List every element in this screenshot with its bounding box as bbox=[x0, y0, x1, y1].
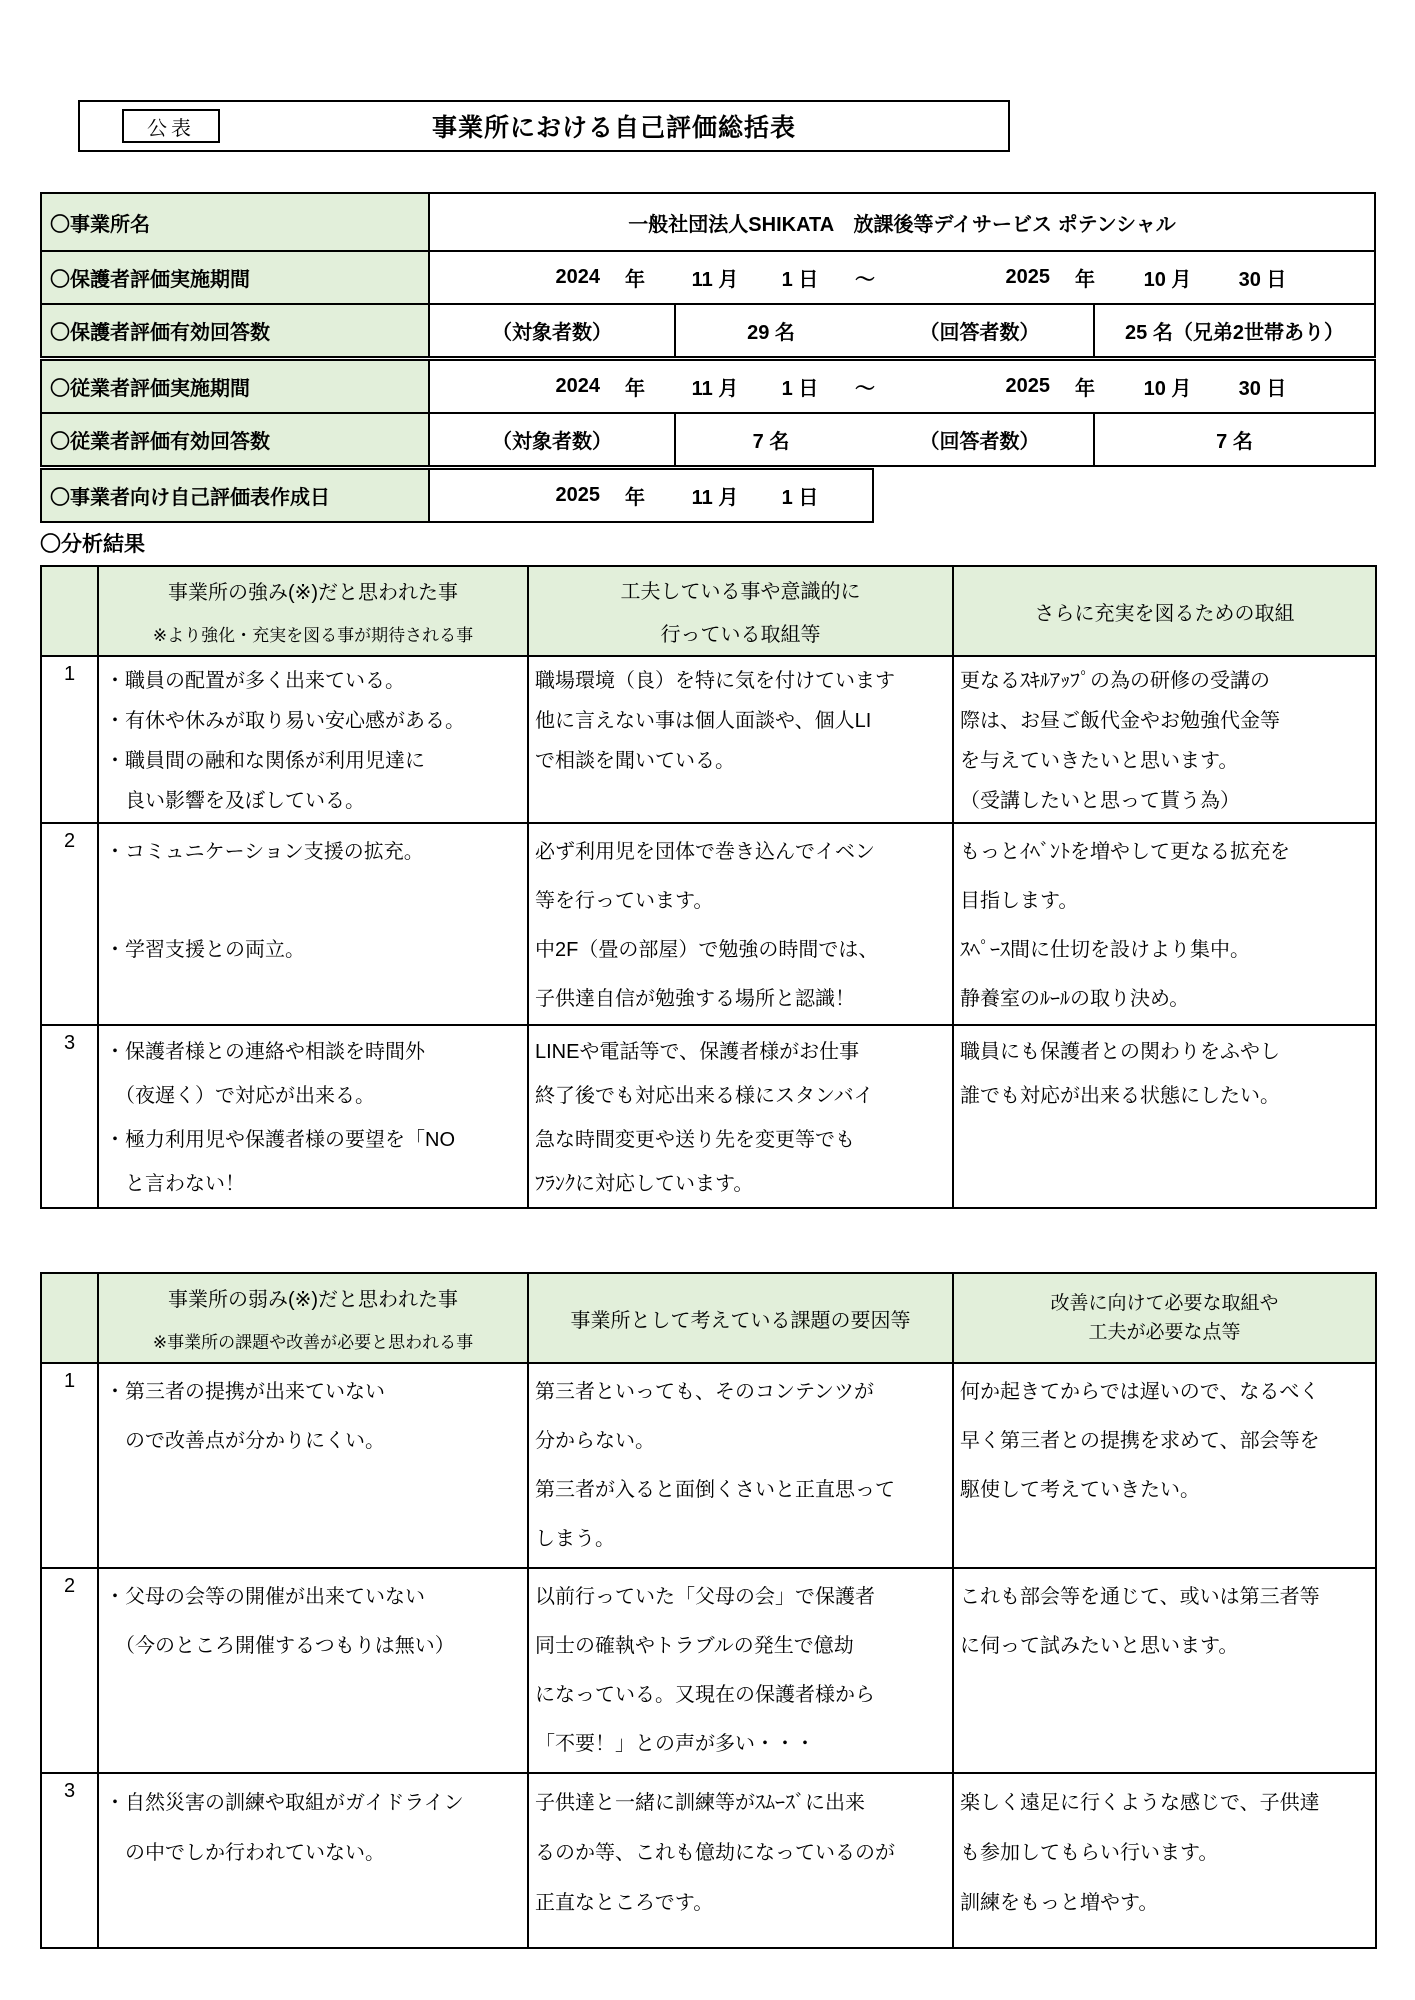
header-note: ※事業所の課題や改善が必要と思われる事 bbox=[152, 1333, 474, 1352]
info-label: 〇事業所名 bbox=[42, 194, 430, 250]
header-line: 行っている取組等 bbox=[660, 624, 821, 646]
weaknesses-r3-cause bbox=[528, 1773, 953, 1948]
info-row-guardian-responses bbox=[40, 303, 1376, 358]
weaknesses-header-col2 bbox=[98, 1273, 528, 1363]
info-row-guardian-period bbox=[40, 250, 1376, 305]
weaknesses-table bbox=[40, 1272, 1377, 1949]
strengths-r3-initiative bbox=[528, 1025, 953, 1208]
target-count-cell bbox=[676, 414, 1095, 465]
weaknesses-r1-cause bbox=[528, 1363, 953, 1568]
text-line: 子供達自信が勉強する場所と認識！ bbox=[535, 988, 855, 1010]
text-line: 良い影響を及ぼしている。 bbox=[105, 790, 365, 812]
text-line: 正直なところです。 bbox=[535, 1892, 714, 1914]
text-line: 必ず利用児を団体で巻き込んでイベン bbox=[535, 841, 875, 863]
strengths-r3-strength bbox=[98, 1025, 528, 1208]
text-line: ので改善点が分かりにくい。 bbox=[105, 1430, 385, 1452]
text-line: を与えていきたいと思います。 bbox=[960, 750, 1239, 772]
weaknesses-row-3 bbox=[41, 1773, 1376, 1948]
header-line: さらに充実を図るための取組 bbox=[1034, 602, 1295, 625]
respondent-count-label: （回答者数） bbox=[919, 431, 1040, 453]
row-number: 3 bbox=[41, 1025, 98, 1208]
text-line bbox=[105, 877, 525, 926]
publish-badge bbox=[122, 109, 220, 143]
weaknesses-row-2 bbox=[41, 1568, 1376, 1773]
text-line: （夜遅く）で対応が出来る。 bbox=[105, 1085, 375, 1107]
info-label: 〇保護者評価実施期間 bbox=[42, 252, 430, 303]
date-part: 2025 bbox=[1005, 266, 1050, 288]
date-part: 年 bbox=[1075, 269, 1095, 291]
weaknesses-r3-action bbox=[953, 1773, 1376, 1948]
strengths-r2-improvement bbox=[953, 823, 1376, 1025]
date-part: 2024 bbox=[555, 375, 600, 397]
text-line: 同士の確執やトラブルの発生で億劫 bbox=[535, 1635, 854, 1657]
date-part: 年 bbox=[1075, 378, 1095, 400]
strengths-r2-initiative bbox=[528, 823, 953, 1025]
info-row-staff-period bbox=[40, 359, 1376, 414]
header-note: ※より強化・充実を図る事が期待される事 bbox=[152, 626, 474, 645]
text-line: で相談を聞いている。 bbox=[535, 750, 735, 772]
info-label: 〇事業者向け自己評価表作成日 bbox=[42, 470, 430, 521]
header-line: 事業所の強み(※)だと思われた事 bbox=[167, 582, 459, 604]
text-line: （今のところ開催するつもりは無い） bbox=[105, 1635, 455, 1657]
publish-label: 公表 bbox=[147, 117, 195, 140]
info-table bbox=[40, 192, 1376, 523]
strengths-r2-strength bbox=[98, 823, 528, 1025]
text-line: ・自然災害の訓練や取組がガイドライン bbox=[105, 1792, 464, 1814]
target-count-label: （対象者数） bbox=[430, 305, 676, 356]
row-number: 1 bbox=[41, 1363, 98, 1568]
text-line: ・職員の配置が多く出来ている。 bbox=[105, 670, 405, 692]
row-number: 2 bbox=[41, 1568, 98, 1773]
text-line: 更なるｽｷﾙｱｯﾌﾟの為の研修の受講の bbox=[960, 670, 1270, 692]
text-line: 駆使して考えていきたい。 bbox=[960, 1479, 1200, 1501]
text-line: もっとｲﾍﾞﾝﾄを増やして更なる拡充を bbox=[960, 841, 1290, 863]
weaknesses-r2-action bbox=[953, 1568, 1376, 1773]
weaknesses-r3-weakness bbox=[98, 1773, 528, 1948]
info-label: 〇従業者評価有効回答数 bbox=[42, 414, 430, 465]
date-part: 2025 bbox=[555, 484, 600, 506]
date-part: 年 bbox=[625, 378, 645, 400]
text-line: と言わない！ bbox=[105, 1173, 245, 1195]
info-row-staff-responses bbox=[40, 412, 1376, 467]
staff-period-value bbox=[430, 361, 1374, 412]
text-line: 際は、お昼ご飯代金やお勉強代金等 bbox=[960, 710, 1280, 732]
text-line: 訓練をもっと増やす。 bbox=[960, 1892, 1159, 1914]
text-line: 誰でも対応が出来る状態にしたい。 bbox=[960, 1085, 1280, 1107]
text-line: （受講したいと思って貰う為） bbox=[960, 790, 1240, 812]
date-part: 1 日 bbox=[781, 487, 819, 509]
strengths-r1-strength bbox=[98, 656, 528, 823]
info-row-office-name bbox=[40, 192, 1376, 252]
strengths-row-3 bbox=[41, 1025, 1376, 1208]
respondent-count-label: （回答者数） bbox=[919, 322, 1040, 344]
weaknesses-header-empty bbox=[41, 1273, 98, 1363]
header-line: 事業所として考えている課題の要因等 bbox=[570, 1309, 911, 1332]
date-part: ～ bbox=[855, 378, 875, 400]
text-line: これも部会等を通じて、或いは第三者等 bbox=[960, 1586, 1320, 1608]
text-line: ｽﾍﾟｰｽ間に仕切を設けより集中。 bbox=[960, 939, 1250, 961]
text-line: ・父母の会等の開催が出来ていない bbox=[105, 1586, 425, 1608]
selfeval-date-value bbox=[430, 470, 872, 521]
info-row-selfeval-date bbox=[40, 468, 874, 523]
text-line: 等を行っています。 bbox=[535, 890, 714, 912]
text-line: 急な時間変更や送り先を変更等でも bbox=[535, 1129, 855, 1151]
date-part: 年 bbox=[625, 269, 645, 291]
text-line: 早く第三者との提携を求めて、部会等を bbox=[960, 1430, 1320, 1452]
text-line: 静養室のﾙｰﾙの取り決め。 bbox=[960, 988, 1190, 1010]
date-part: ～ bbox=[855, 269, 875, 291]
text-line: ﾌﾗﾝｸに対応しています。 bbox=[535, 1173, 754, 1195]
text-line: 他に言えない事は個人面談や、個人LI bbox=[535, 710, 872, 732]
weaknesses-r2-cause bbox=[528, 1568, 953, 1773]
date-part: 2024 bbox=[555, 266, 600, 288]
text-line: 第三者が入ると面倒くさいと正直思って bbox=[535, 1479, 895, 1501]
weaknesses-r2-weakness bbox=[98, 1568, 528, 1773]
text-line: しまう。 bbox=[535, 1528, 615, 1550]
strengths-r3-improvement bbox=[953, 1025, 1376, 1208]
header-line: 工夫している事や意識的に bbox=[620, 581, 861, 603]
text-line: 分からない。 bbox=[535, 1430, 655, 1452]
text-line: 子供達と一緒に訓練等がｽﾑｰｽﾞに出来 bbox=[535, 1792, 865, 1814]
strengths-row-2 bbox=[41, 823, 1376, 1025]
text-line: 「不要！」との声が多い・・・ bbox=[535, 1733, 815, 1755]
strengths-r1-improvement bbox=[953, 656, 1376, 823]
text-line: 目指します。 bbox=[960, 890, 1079, 912]
text-line: 終了後でも対応出来る様にスタンバイ bbox=[535, 1085, 874, 1107]
text-line: に伺って試みたいと思います。 bbox=[960, 1635, 1239, 1657]
header-line: 工夫が必要な点等 bbox=[1088, 1322, 1241, 1343]
info-label: 〇保護者評価有効回答数 bbox=[42, 305, 430, 356]
analysis-heading: 〇分析結果 bbox=[40, 533, 145, 556]
header-line: 改善に向けて必要な取組や bbox=[1050, 1293, 1279, 1314]
weaknesses-r1-weakness bbox=[98, 1363, 528, 1568]
date-part: 11 月 bbox=[691, 487, 739, 509]
date-part: 11 月 bbox=[691, 269, 739, 291]
office-name-value: 一般社団法人SHIKATA 放課後等デイサービス ポテンシャル bbox=[628, 213, 1176, 236]
date-part: 2025 bbox=[1005, 375, 1050, 397]
text-line: 職員にも保護者との関わりをふやし bbox=[960, 1041, 1280, 1063]
text-line: 何か起きてからでは遅いので、なるべく bbox=[960, 1381, 1320, 1403]
target-count-cell bbox=[676, 305, 1095, 356]
date-part: 10 月 bbox=[1143, 378, 1192, 400]
info-label: 〇従業者評価実施期間 bbox=[42, 361, 430, 412]
text-line: ・コミュニケーション支援の拡充。 bbox=[105, 841, 424, 863]
strengths-header-col2 bbox=[98, 566, 528, 656]
weaknesses-row-1 bbox=[41, 1363, 1376, 1568]
date-part: 1 日 bbox=[781, 378, 819, 400]
text-line: ・第三者の提携が出来ていない bbox=[105, 1381, 385, 1403]
weaknesses-r1-action bbox=[953, 1363, 1376, 1568]
strengths-row-1 bbox=[41, 656, 1376, 823]
date-part: 30 日 bbox=[1238, 378, 1287, 400]
date-part: 1 日 bbox=[781, 269, 819, 291]
text-line: ・有休や休みが取り易い安心感がある。 bbox=[105, 710, 465, 732]
date-part: 11 月 bbox=[691, 378, 739, 400]
respondent-count-value: 25 名（兄弟2世帯あり） bbox=[1125, 322, 1344, 344]
text-line: も参加してもらい行います。 bbox=[960, 1842, 1219, 1864]
target-count-value: 29 名 bbox=[747, 322, 795, 344]
weaknesses-header-row bbox=[41, 1273, 1376, 1363]
text-line: 以前行っていた「父母の会」で保護者 bbox=[535, 1586, 875, 1608]
date-part: 30 日 bbox=[1238, 269, 1287, 291]
guardian-period-value bbox=[430, 252, 1374, 303]
weaknesses-header-col3 bbox=[528, 1273, 953, 1363]
weaknesses-header-col4 bbox=[953, 1273, 1376, 1363]
text-line: 楽しく遠足に行くような感じで、子供達 bbox=[960, 1792, 1320, 1814]
respondent-count-value: 7 名 bbox=[1216, 431, 1253, 453]
strengths-r1-initiative bbox=[528, 656, 953, 823]
title-box bbox=[78, 100, 1010, 152]
date-part: 年 bbox=[625, 487, 645, 509]
text-line: 中2F（畳の部屋）で勉強の時間では、 bbox=[535, 939, 879, 961]
text-line: 職場環境（良）を特に気を付けています bbox=[535, 670, 895, 692]
target-count-label: （対象者数） bbox=[430, 414, 676, 465]
strengths-header-row bbox=[41, 566, 1376, 656]
text-line: LINEや電話等で、保護者様がお仕事 bbox=[535, 1041, 860, 1063]
strengths-header-empty bbox=[41, 566, 98, 656]
text-line: ・職員間の融和な関係が利用児達に bbox=[105, 750, 425, 772]
text-line: の中でしか行われていない。 bbox=[105, 1842, 385, 1864]
row-number: 1 bbox=[41, 656, 98, 823]
row-number: 2 bbox=[41, 823, 98, 1025]
strengths-header-col3 bbox=[528, 566, 953, 656]
header-line: 事業所の弱み(※)だと思われた事 bbox=[167, 1289, 459, 1311]
target-count-value: 7 名 bbox=[752, 431, 790, 453]
strengths-table bbox=[40, 565, 1377, 1209]
text-line: ・保護者様との連絡や相談を時間外 bbox=[105, 1041, 425, 1063]
text-line: るのか等、これも億劫になっているのが bbox=[535, 1842, 895, 1864]
text-line: になっている。又現在の保護者様から bbox=[535, 1684, 875, 1706]
page-title: 事業所における自己評価総括表 bbox=[431, 114, 796, 142]
row-number: 3 bbox=[41, 1773, 98, 1948]
strengths-header-col4 bbox=[953, 566, 1376, 656]
text-line: ・学習支援との両立。 bbox=[105, 939, 305, 961]
text-line: 第三者といっても、そのコンテンツが bbox=[535, 1381, 874, 1403]
date-part: 10 月 bbox=[1143, 269, 1192, 291]
text-line: ・極力利用児や保護者様の要望を「NO bbox=[105, 1129, 455, 1151]
